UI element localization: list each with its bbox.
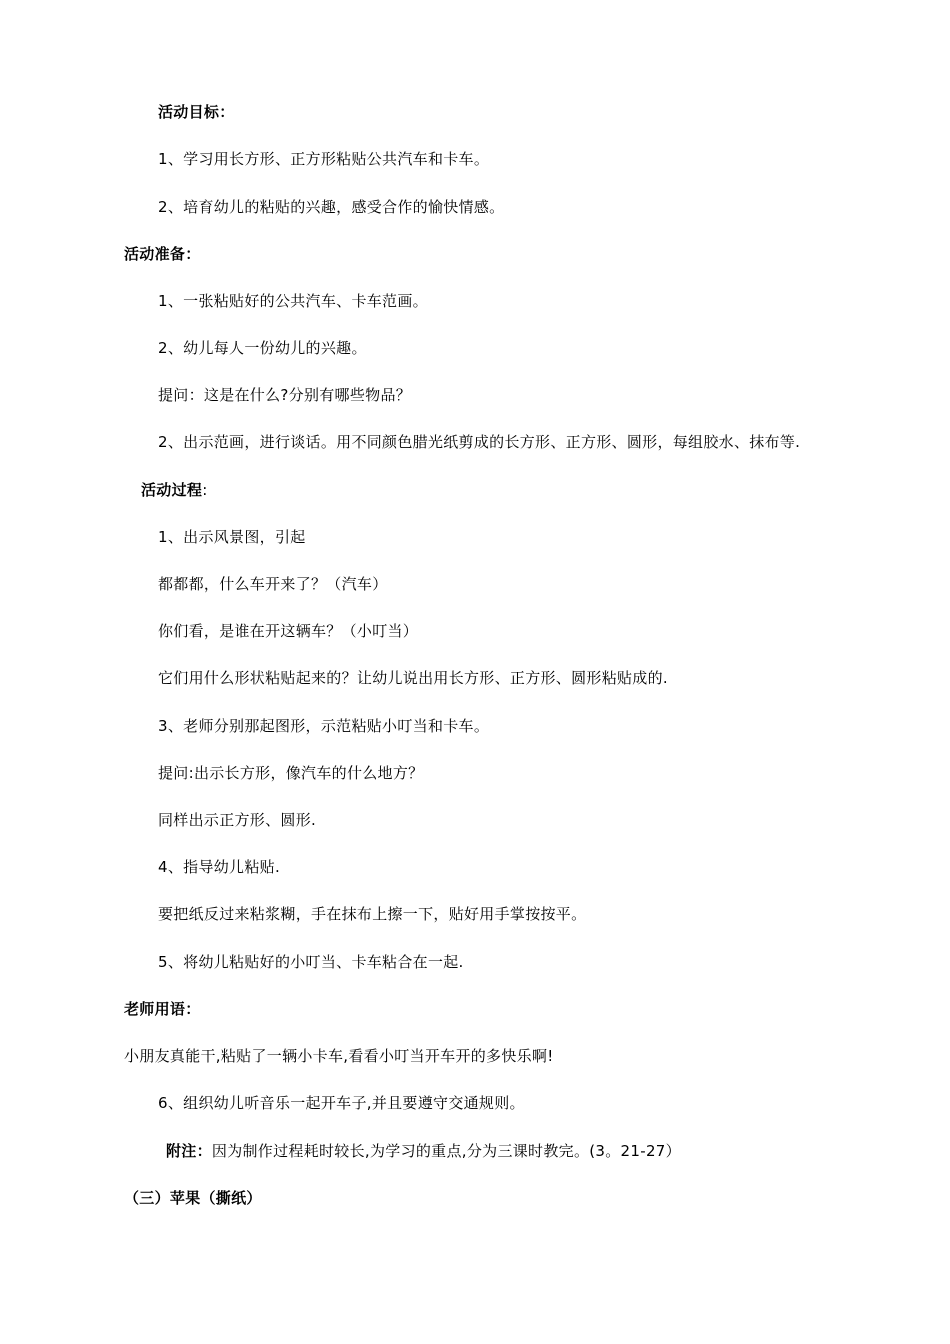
- process-item-4: 4、指导幼儿粘贴.: [158, 858, 281, 876]
- goals-item-2: 2、培育幼儿的粘贴的兴趣，感受合作的愉快情感。: [158, 198, 505, 216]
- process-item-1: 1、出示风景图，引起: [158, 528, 306, 546]
- next-section-heading: （三）苹果（撕纸）: [124, 1189, 262, 1207]
- prep-item-2: 2、幼儿每人一份幼儿的兴趣。: [158, 339, 367, 357]
- process-line-3: 你们看，是谁在开这辆车？（小叮当）: [158, 622, 419, 640]
- goals-heading: 活动目标：: [158, 103, 235, 121]
- process-heading-colon: :: [202, 481, 208, 499]
- process-item-5: 5、将幼儿粘贴好的小叮当、卡车粘合在一起.: [158, 953, 464, 971]
- teacher-line-1: 小朋友真能干,粘贴了一辆小卡车,看看小叮当开车开的多快乐啊!: [124, 1047, 554, 1065]
- teacher-item-6: 6、组织幼儿听音乐一起开车子,并且要遵守交通规则。: [158, 1094, 525, 1112]
- prep-item-3: 2、出示范画，进行谈话。用不同颜色腊光纸剪成的长方形、正方形、圆形，每组胶水、抹布等.: [158, 433, 801, 451]
- note-label: 附注：: [166, 1142, 212, 1160]
- prep-heading: 活动准备：: [124, 245, 201, 263]
- process-heading-line: [141, 480, 208, 500]
- prep-question: 提问：这是在什么?分别有哪些物品？: [158, 386, 412, 404]
- note-text: 因为制作过程耗时较长,为学习的重点,分为三课时教完。(3。21-27）: [211, 1142, 681, 1160]
- process-line-7: 同样出示正方形、圆形.: [158, 811, 317, 829]
- note-line: [166, 1141, 681, 1161]
- process-line-4: 它们用什么形状粘贴起来的？让幼儿说出用长方形、正方形、圆形粘贴成的.: [158, 669, 668, 687]
- process-line-2: 都都都，什么车开来了？（汽车）: [158, 575, 388, 593]
- process-heading: 活动过程: [141, 481, 203, 499]
- process-item-3: 3、老师分别那起图形，示范粘贴小叮当和卡车。: [158, 717, 490, 735]
- prep-item-1: 1、一张粘贴好的公共汽车、卡车范画。: [158, 292, 428, 310]
- process-line-6: 提问:出示长方形，像汽车的什么地方？: [158, 764, 424, 782]
- process-line-9: 要把纸反过来粘浆糊，手在抹布上擦一下，贴好用手掌按按平。: [158, 905, 587, 923]
- teacher-heading: 老师用语：: [124, 1000, 201, 1018]
- goals-item-1: 1、学习用长方形、正方形粘贴公共汽车和卡车。: [158, 150, 490, 168]
